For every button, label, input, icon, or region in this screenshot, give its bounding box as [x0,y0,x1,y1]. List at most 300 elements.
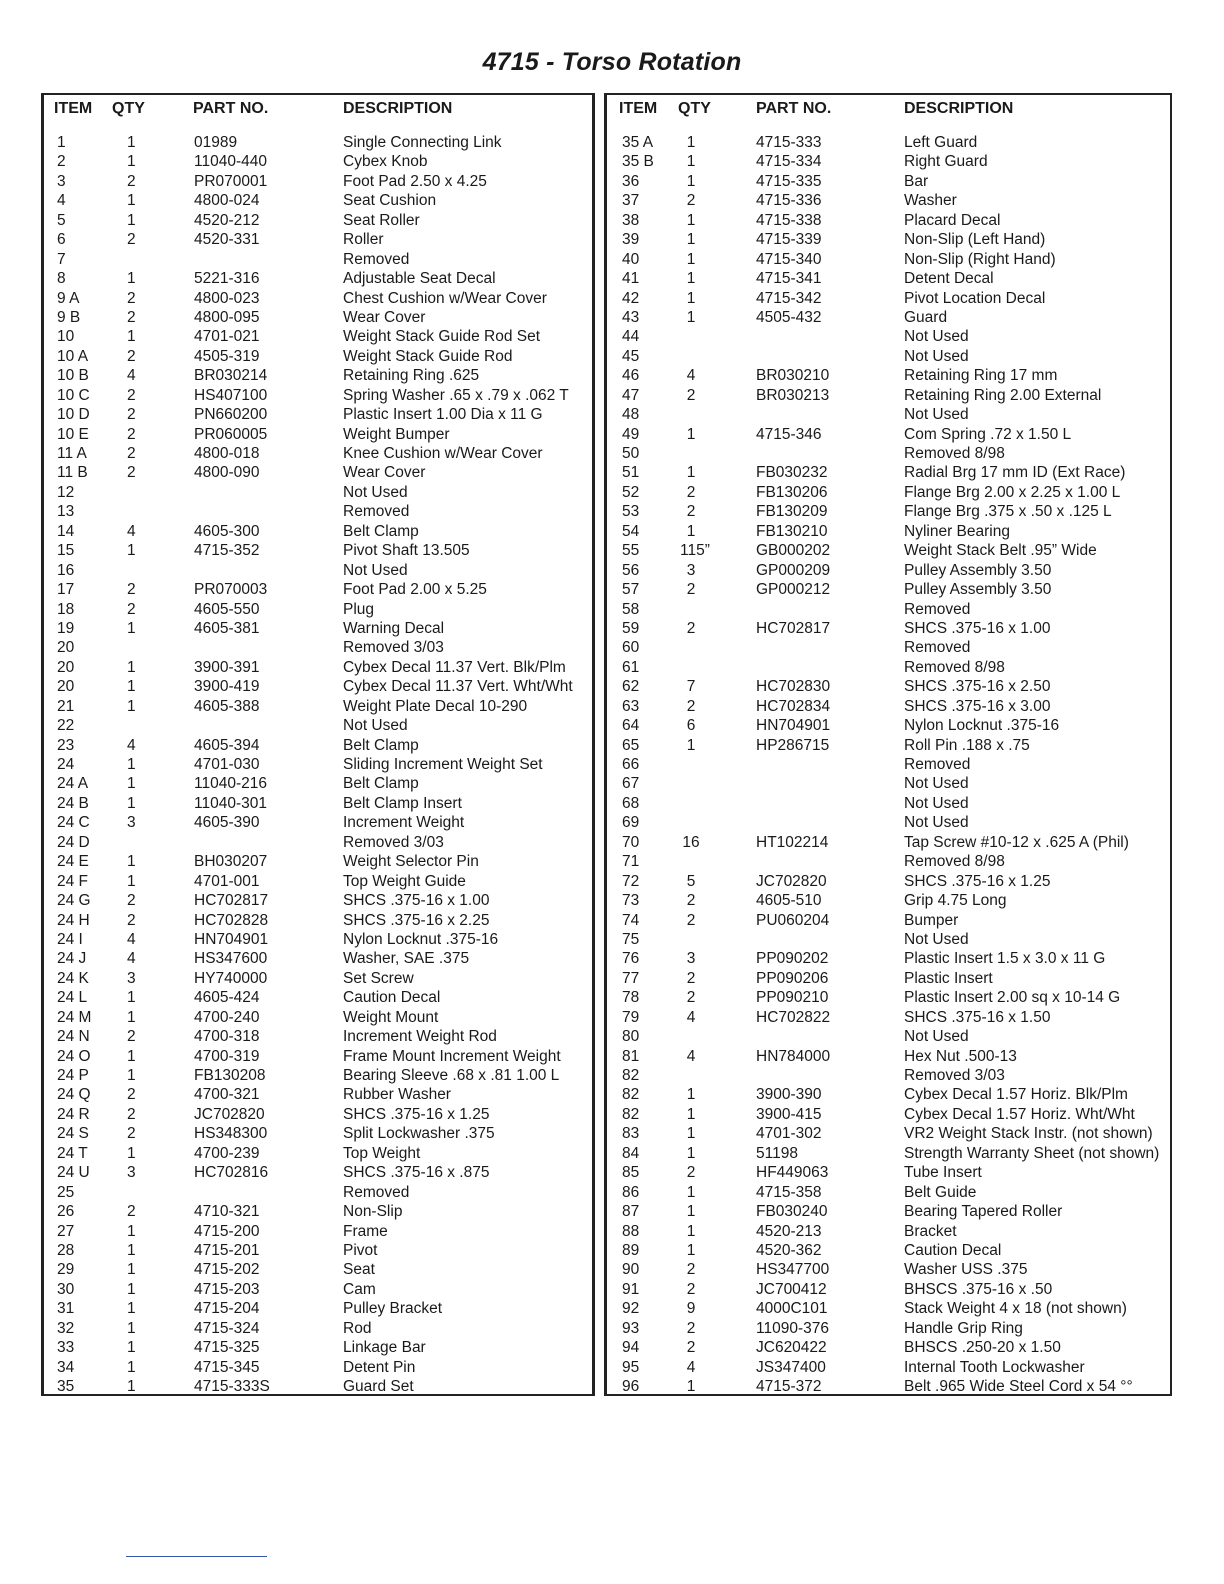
table-row [607,969,1170,988]
item-cell: 85 [622,1164,640,1182]
qty-cell: 1 [686,153,696,171]
item-cell: 24 T [57,1144,88,1162]
description-cell: Split Lockwasher .375 [343,1125,495,1143]
item-cell: 10 D [57,406,90,424]
part-no-cell: 4520-331 [194,231,260,249]
table-row [44,658,592,677]
item-cell: 7 [57,250,66,268]
description-cell: Bracket [904,1222,957,1240]
item-cell: 21 [57,697,75,715]
part-no-cell: 4715-204 [194,1300,260,1318]
item-cell: 62 [622,678,640,696]
table-body [607,133,1170,1396]
part-no-cell: 4715-324 [194,1319,260,1337]
table-row [44,386,592,405]
item-cell: 51 [622,464,640,482]
part-no-cell: 4520-362 [756,1241,822,1259]
qty-cell: 2 [686,911,696,929]
description-cell: Wear Cover [343,464,426,482]
table-row [607,1066,1170,1085]
part-no-cell: 4520-212 [194,211,260,229]
item-cell: 6 [57,231,66,249]
part-no-cell: 4605-300 [194,522,260,540]
item-cell: 11 A [57,445,87,462]
item-cell: 59 [622,619,640,637]
qty-cell: 1 [686,1125,696,1143]
item-cell: 29 [57,1261,75,1279]
item-cell: 52 [622,483,640,501]
table-row [607,405,1170,424]
part-no-cell: 4715-340 [756,250,822,268]
item-cell: 82 [622,1067,640,1084]
part-no-cell: 51198 [756,1144,798,1162]
description-cell: SHCS .375-16 x .875 [343,1164,490,1182]
description-cell: Washer, SAE .375 [343,950,470,968]
table-row [607,1008,1170,1027]
part-no-cell: 4715-341 [756,270,822,288]
header-description: DESCRIPTION [343,100,453,117]
item-cell: 39 [622,231,640,249]
description-cell: Weight Plate Decal 10-290 [343,697,528,715]
description-cell: Removed [343,503,410,521]
description-cell: Pivot Location Decal [904,289,1046,307]
item-cell: 35 [57,1378,75,1395]
part-no-cell: 4715-333 [756,134,822,151]
table-row [607,1338,1170,1357]
table-row [44,1008,592,1027]
qty-cell: 1 [127,1378,136,1395]
item-cell: 19 [57,619,75,637]
description-cell: Cam [343,1280,376,1298]
table-row [607,483,1170,502]
item-cell: 28 [57,1241,75,1259]
part-no-cell: HF449063 [756,1164,829,1182]
qty-cell: 2 [127,581,136,599]
description-cell: Increment Weight [343,814,465,832]
part-no-cell: GP000212 [756,581,831,599]
qty-cell: 2 [686,969,696,987]
table-row [44,988,592,1007]
item-cell: 24 S [57,1125,89,1143]
description-cell: Seat [343,1261,375,1279]
item-cell: 46 [622,367,640,385]
item-cell: 65 [622,736,640,754]
description-cell: Weight Mount [343,1008,439,1026]
part-no-cell: JS347400 [756,1358,826,1376]
description-cell: Guard [904,308,948,326]
table-row [607,1124,1170,1143]
table-row [607,852,1170,871]
table-row [44,911,592,930]
part-no-cell: BH030207 [194,853,268,871]
part-no-cell: 4715-338 [756,211,822,229]
item-cell: 73 [622,892,640,910]
description-cell: Caution Decal [904,1241,1002,1259]
qty-cell: 3 [127,1164,136,1182]
item-cell: 75 [622,930,640,948]
table-row [607,444,1170,463]
item-cell: 25 [57,1183,75,1201]
description-cell: Rod [343,1319,372,1337]
table-row [607,794,1170,813]
part-no-cell: 11040-301 [194,794,267,812]
table-row [607,191,1170,210]
part-no-cell: 4701-030 [194,756,260,773]
table-row [44,425,592,444]
table-row [44,133,592,152]
part-no-cell: 4715-202 [194,1261,260,1279]
description-cell: Weight Stack Guide Rod [343,347,513,365]
part-no-cell: 01989 [194,134,238,151]
part-no-cell: 4800-024 [194,192,260,210]
table-row [607,911,1170,930]
item-cell: 70 [622,833,640,851]
qty-cell: 1 [686,308,696,326]
description-cell: Bearing Tapered Roller [904,1203,1063,1221]
table-row [44,600,592,619]
table-row [607,308,1170,327]
qty-cell: 1 [127,1339,136,1357]
part-no-cell: PP090202 [756,950,829,968]
description-cell: Set Screw [343,969,414,987]
part-no-cell: GB000202 [756,542,831,560]
part-no-cell: 4505-432 [756,308,822,326]
table-row [44,1047,592,1066]
part-no-cell: 4000C101 [756,1300,828,1318]
item-cell: 24 O [57,1047,91,1065]
part-no-cell: 4715-333S [194,1378,270,1395]
table-row [44,716,592,735]
description-cell: Chest Cushion w/Wear Cover [343,289,547,307]
qty-cell: 2 [127,600,136,618]
table-row [607,347,1170,366]
item-cell: 26 [57,1203,75,1221]
part-no-cell: HY740000 [194,969,268,987]
qty-cell: 2 [686,989,696,1007]
header-qty: QTY [112,100,145,117]
table-row [44,1085,592,1104]
item-cell: 50 [622,445,640,462]
table-row [607,716,1170,735]
part-no-cell: PR070001 [194,172,268,190]
table-row [607,774,1170,793]
description-cell: Spring Washer .65 x .79 x .062 T [343,386,569,404]
table-row [44,774,592,793]
description-cell: Hex Nut .500-13 [904,1047,1017,1065]
table-row [44,1066,592,1085]
description-cell: Tap Screw #10-12 x .625 A (Phil) [904,833,1129,851]
description-cell: Removed 3/03 [343,833,444,851]
table-row [44,619,592,638]
description-cell: Nyliner Bearing [904,522,1010,540]
table-row [607,502,1170,521]
item-cell: 20 [57,678,75,696]
part-no-cell: HS347600 [194,950,268,968]
qty-cell: 1 [127,1358,136,1376]
qty-cell: 1 [127,794,136,812]
item-cell: 48 [622,406,640,424]
part-no-cell: FB130208 [194,1067,266,1084]
item-cell: 89 [622,1241,640,1259]
qty-cell: 4 [127,367,136,385]
item-cell: 16 [57,561,75,579]
description-cell: Pulley Assembly 3.50 [904,561,1052,579]
table-row [44,561,592,580]
table-row [607,930,1170,949]
page-title: 4715 - Torso Rotation [482,48,742,76]
qty-cell: 1 [127,1144,136,1162]
table-row [44,250,592,269]
description-cell: Plastic Insert 2.00 sq x 10-14 G [904,989,1121,1007]
description-cell: Non-Slip (Right Hand) [904,250,1056,268]
item-cell: 86 [622,1183,640,1201]
table-row [607,736,1170,755]
description-cell: Flange Brg 2.00 x 2.25 x 1.00 L [904,483,1121,501]
part-no-cell: 4701-302 [756,1125,822,1143]
table-row [44,1163,592,1182]
part-no-cell: JC702820 [756,872,827,890]
qty-cell: 2 [127,1125,136,1143]
table-row [607,638,1170,657]
description-cell: Tube Insert [904,1164,982,1182]
part-no-cell: 4700-321 [194,1086,260,1104]
description-cell: Belt Guide [904,1183,977,1201]
table-row [607,1047,1170,1066]
table-row [44,463,592,482]
part-no-cell: 11090-376 [756,1319,829,1337]
part-no-cell: 4715-342 [756,289,822,307]
table-row [607,425,1170,444]
table-row [607,269,1170,288]
item-cell: 10 C [57,386,90,404]
item-cell: 94 [622,1339,640,1357]
description-cell: Seat Cushion [343,192,437,210]
table-row [607,327,1170,346]
qty-cell: 2 [686,1319,696,1337]
table-row [607,1105,1170,1124]
table-row [44,852,592,871]
item-cell: 17 [57,581,75,599]
table-row [607,755,1170,774]
table-row [44,755,592,774]
table-row [44,1124,592,1143]
table-row [44,1358,592,1377]
part-no-cell: 3900-390 [756,1086,822,1104]
part-no-cell: FB130209 [756,503,828,521]
part-no-cell: JC700412 [756,1280,827,1298]
description-cell: Nylon Locknut .375-16 [343,930,499,948]
qty-cell: 1 [127,1008,136,1026]
table-row [44,230,592,249]
qty-cell: 1 [127,1261,136,1279]
item-cell: 15 [57,542,75,560]
description-cell: Linkage Bar [343,1339,426,1357]
description-cell: Cybex Decal 1.57 Horiz. Wht/Wht [904,1105,1135,1123]
description-cell: Weight Bumper [343,425,450,443]
table-row [607,949,1170,968]
qty-cell: 4 [686,1358,696,1376]
item-cell: 24 G [57,892,91,910]
part-no-cell: HC702816 [194,1164,269,1182]
item-cell: 11 B [57,464,88,482]
part-no-cell: HC702817 [194,892,269,910]
qty-cell: 4 [686,1047,696,1065]
table-header [607,95,1170,125]
description-cell: Removed [343,250,410,268]
item-cell: 95 [622,1358,640,1376]
qty-cell: 1 [127,853,136,871]
qty-cell: 4 [127,930,136,948]
description-cell: Not Used [904,794,969,812]
description-cell: Sliding Increment Weight Set [343,756,543,773]
qty-cell: 1 [127,1319,136,1337]
qty-cell: 2 [127,911,136,929]
part-no-cell: 4715-339 [756,231,822,249]
description-cell: Com Spring .72 x 1.50 L [904,425,1072,443]
table-row [607,1027,1170,1046]
description-cell: Rubber Washer [343,1086,451,1104]
part-no-cell: 4605-394 [194,736,260,754]
item-cell: 42 [622,289,640,307]
item-cell: 12 [57,483,75,501]
item-cell: 24 F [57,872,89,890]
item-cell: 24 E [57,853,89,871]
part-no-cell: 4710-321 [194,1203,260,1221]
qty-cell: 4 [686,1008,696,1026]
part-no-cell: 4605-550 [194,600,260,618]
qty-cell: 1 [127,756,136,773]
item-cell: 36 [622,172,640,190]
description-cell: Top Weight [343,1144,421,1162]
qty-cell: 7 [686,678,696,696]
item-cell: 24 [57,756,75,773]
table-row [607,1202,1170,1221]
item-cell: 24 K [57,969,89,987]
description-cell: Cybex Knob [343,153,428,171]
table-row [607,891,1170,910]
item-cell: 64 [622,717,640,735]
description-cell: SHCS .375-16 x 2.50 [904,678,1051,696]
description-cell: SHCS .375-16 x 1.00 [343,892,490,910]
item-cell: 24 U [57,1164,90,1182]
item-cell: 37 [622,192,640,210]
description-cell: Grip 4.75 Long [904,892,1007,910]
item-cell: 63 [622,697,640,715]
qty-cell: 1 [686,1378,696,1395]
description-cell: Retaining Ring .625 [343,367,480,385]
part-no-cell: PR070003 [194,581,268,599]
item-cell: 24 A [57,775,89,793]
qty-cell: 1 [686,464,696,482]
description-cell: Not Used [904,814,969,832]
part-no-cell: JC620422 [756,1339,827,1357]
description-cell: Foot Pad 2.00 x 5.25 [343,581,487,599]
part-no-cell: PP090206 [756,969,829,987]
description-cell: Pivot [343,1241,378,1259]
item-cell: 47 [622,386,640,404]
part-no-cell: 4605-381 [194,619,260,637]
description-cell: Washer [904,192,957,210]
item-cell: 3 [57,172,66,190]
description-cell: Washer USS .375 [904,1261,1028,1279]
part-no-cell: FB130210 [756,522,828,540]
item-cell: 78 [622,989,640,1007]
qty-cell: 2 [127,308,136,326]
part-no-cell: 4605-388 [194,697,260,715]
table-row [607,386,1170,405]
description-cell: Not Used [904,930,969,948]
part-no-cell: 4715-372 [756,1378,822,1395]
item-cell: 92 [622,1300,640,1318]
item-cell: 10 B [57,367,89,385]
part-no-cell: HS347700 [756,1261,830,1279]
item-cell: 33 [57,1339,75,1357]
qty-cell: 1 [127,658,136,676]
part-no-cell: 4701-021 [194,328,260,346]
item-cell: 60 [622,639,640,657]
parts-table-right [604,93,1172,1396]
qty-cell: 2 [686,1339,696,1357]
table-row [44,1144,592,1163]
part-no-cell: 4715-201 [194,1241,260,1259]
item-cell: 83 [622,1125,640,1143]
part-no-cell: 4715-358 [756,1183,822,1201]
description-cell: Removed 8/98 [904,853,1005,871]
item-cell: 56 [622,561,640,579]
table-row [607,250,1170,269]
table-row [607,463,1170,482]
qty-cell: 1 [127,192,136,210]
item-cell: 87 [622,1203,640,1221]
table-row [44,1260,592,1279]
part-no-cell: JC702820 [194,1105,265,1123]
part-no-cell: HC702817 [756,619,831,637]
description-cell: Bearing Sleeve .68 x .81 1.00 L [343,1067,560,1084]
item-cell: 81 [622,1047,640,1065]
table-row [44,1377,592,1396]
item-cell: 54 [622,522,640,540]
item-cell: 9 B [57,308,81,326]
item-cell: 45 [622,347,640,365]
qty-cell: 1 [127,270,136,288]
table-row [44,1319,592,1338]
qty-cell: 4 [127,736,136,754]
table-header [44,95,592,125]
description-cell: Roller [343,231,384,249]
description-cell: Increment Weight Rod [343,1028,497,1046]
item-cell: 24 B [57,794,89,812]
table-row [607,1280,1170,1299]
qty-cell: 1 [127,989,136,1007]
item-cell: 20 [57,639,75,657]
part-no-cell: 4715-352 [194,542,260,560]
table-row [607,541,1170,560]
qty-cell: 3 [127,814,136,832]
description-cell: SHCS .375-16 x 1.50 [904,1008,1051,1026]
qty-cell: 1 [127,678,136,696]
table-row [607,366,1170,385]
table-row [607,1183,1170,1202]
item-cell: 24 C [57,814,90,832]
header-item: ITEM [54,100,93,117]
description-cell: SHCS .375-16 x 2.25 [343,911,490,929]
table-row [607,289,1170,308]
description-cell: Internal Tooth Lockwasher [904,1358,1085,1376]
table-row [44,211,592,230]
qty-cell: 2 [686,619,696,637]
item-cell: 24 D [57,833,90,851]
part-no-cell: HT102214 [756,833,829,851]
